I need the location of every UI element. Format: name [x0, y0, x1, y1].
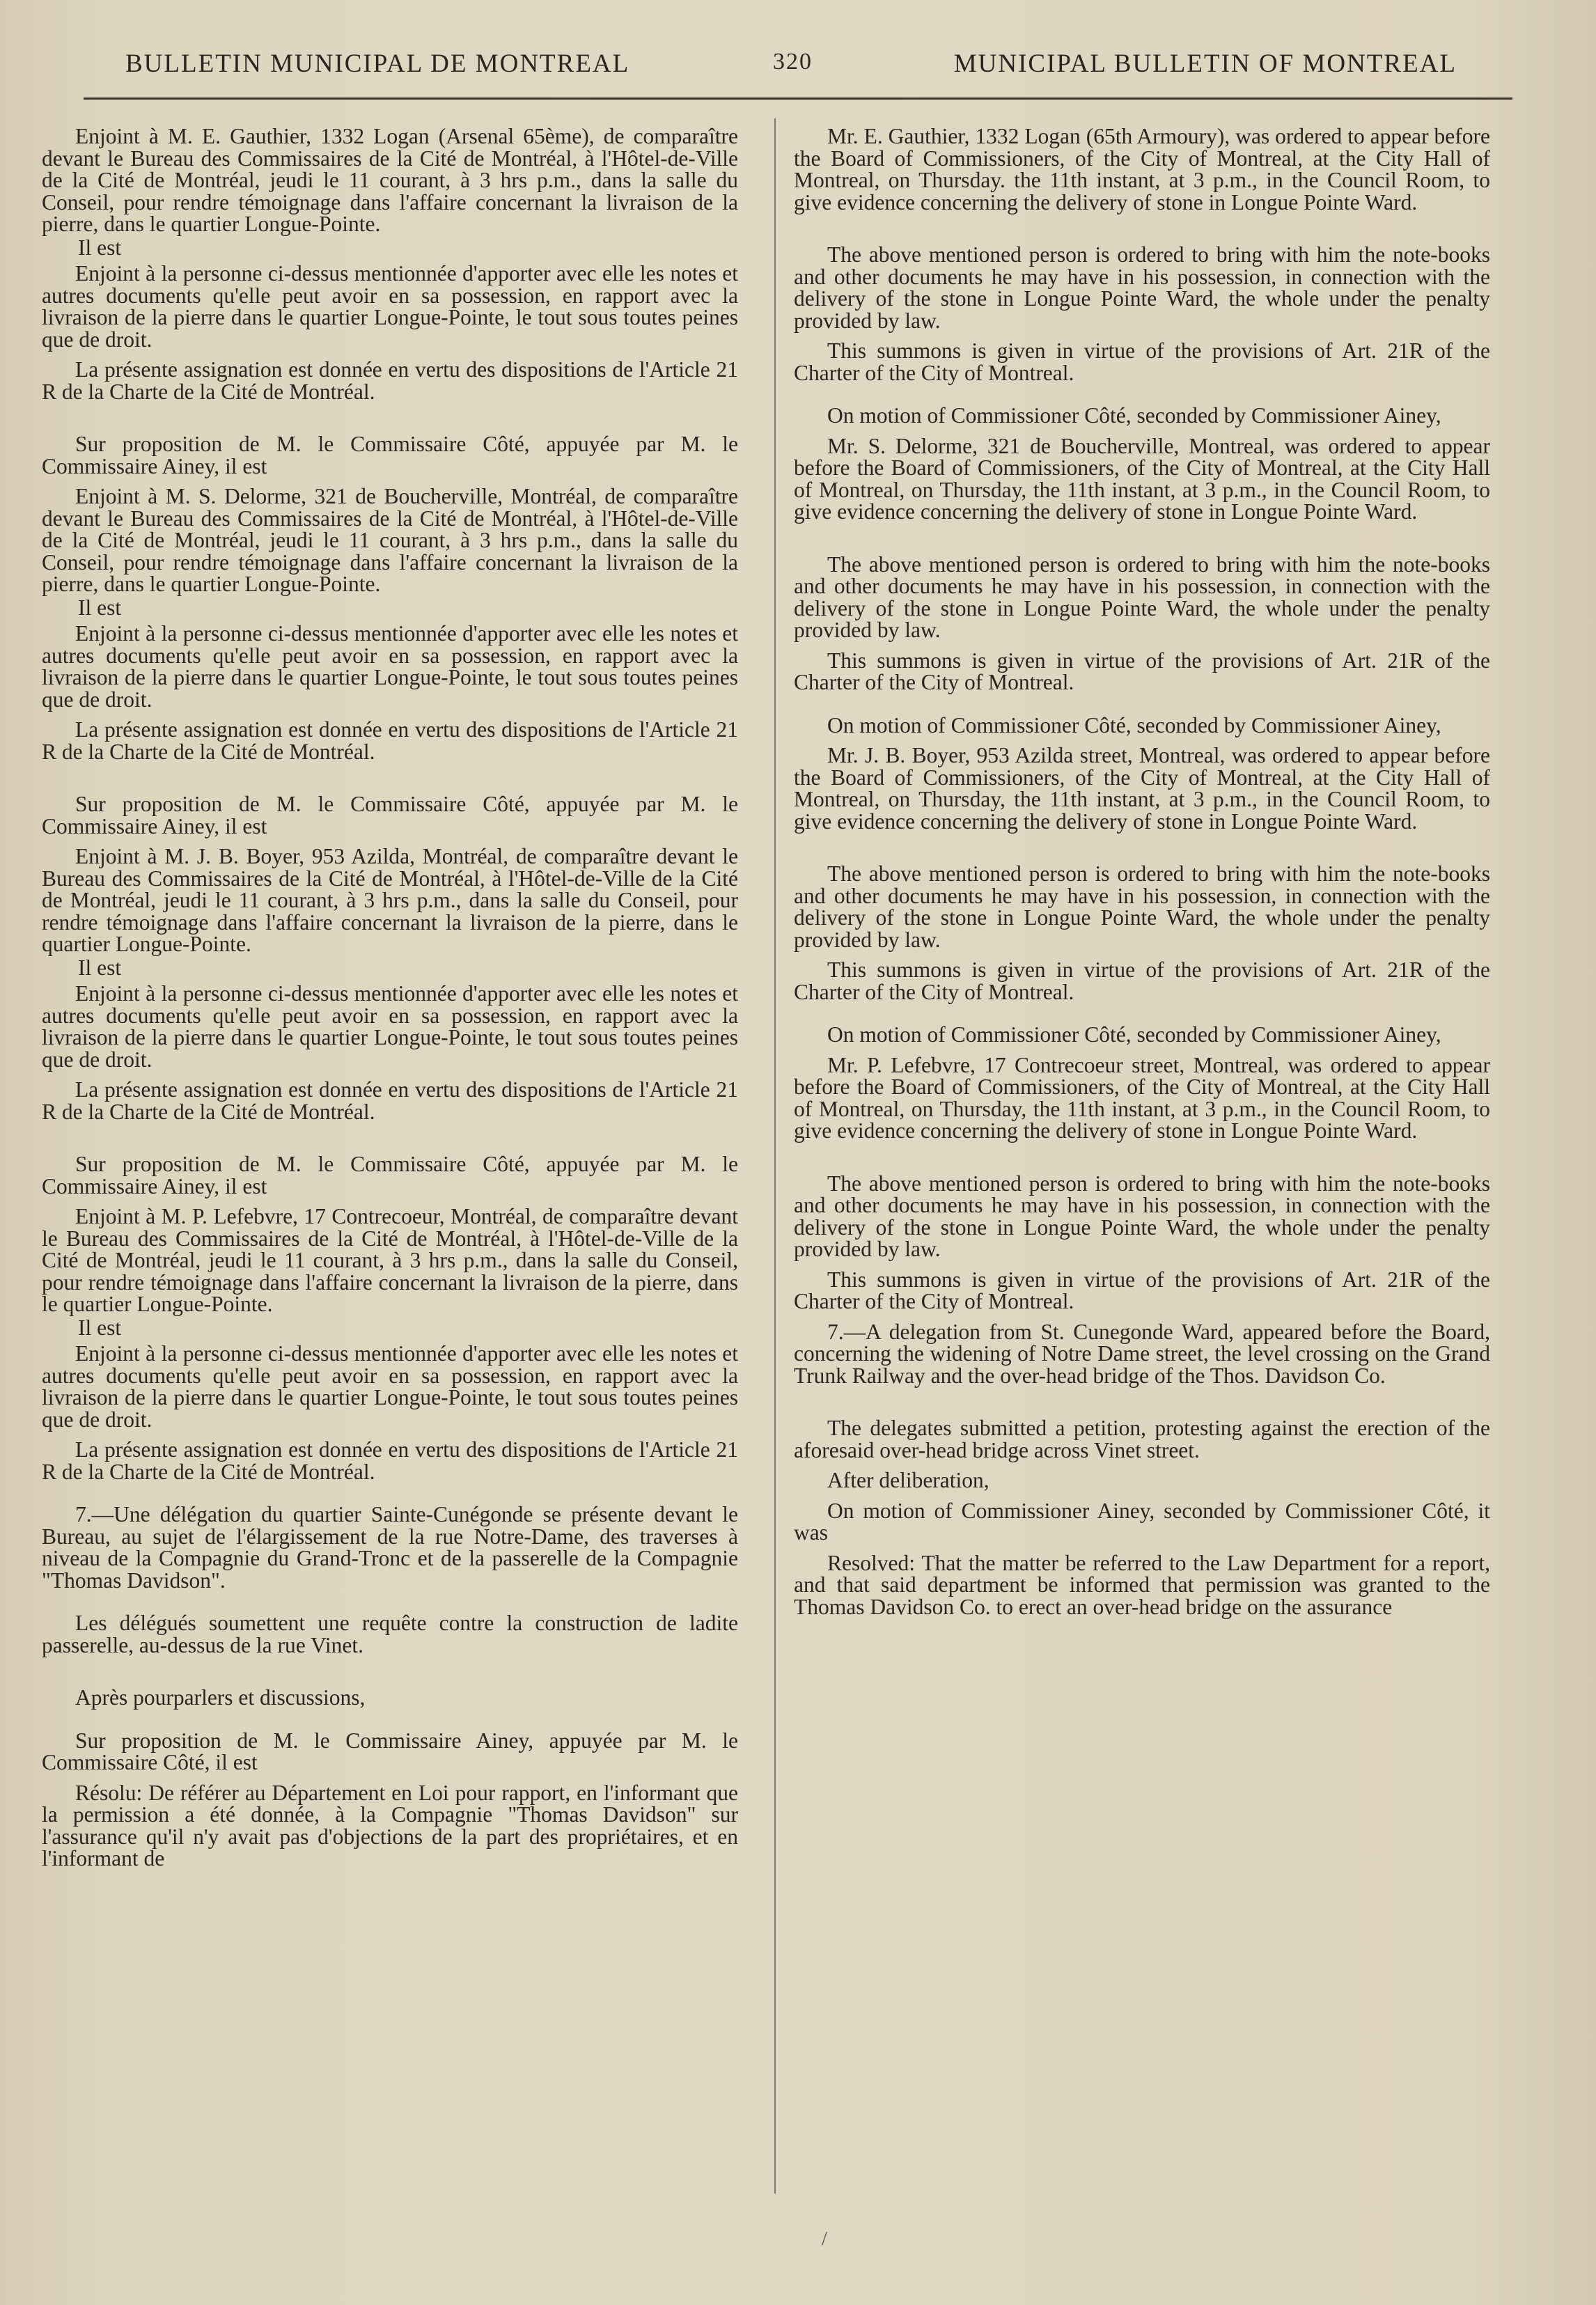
fr-article-reference: La présente assignation est donnée en vertu des dispositions de l'Article 21 R de la Charte de la Cité de Montréal. [42, 357, 738, 404]
fr-order-documents: Enjoint à la personne ci-dessus mentionnée d'apporter avec elle les notes et autres documents qu'elle peut avoir en sa possession, en rapport avec la livraison de la pierre dans le quartier Longue-Pointe, le tout sous toutes peines que de droit. [42, 261, 738, 352]
en-motion: On motion of Commissioner Côté, seconded by Commissioner Ainey, [827, 1022, 1441, 1047]
header-english-title: MUNICIPAL BULLETIN OF MONTREAL [953, 49, 1457, 78]
en-summons-delorme: Mr. S. Delorme, 321 de Boucherville, Montreal, was ordered to appear before the Board of Commissioners, of the City of Montreal, at the City Hall of Montreal, on Thursday, the 11th instant, at 3 p.m., in the Council Room, to give evidence concerning the delivery of stone in Longue Pointe Ward. [794, 433, 1490, 524]
en-article-reference: This summons is given in virtue of the provisions of Art. 21R of the Charter of the City of Montreal. [794, 648, 1490, 694]
page-number: 320 [773, 49, 813, 75]
english-column [794, 125, 1490, 2235]
fr-summons-lefebvre: Enjoint à M. P. Lefebvre, 17 Contrecoeur, Montréal, de comparaître devant le Bureau des Commissaires de la Cité de Montréal, à l'Hôtel-de-Ville de la Cité de Montréal, jeudi le 11 courant, à 3 hrs p.m., dans la salle du Conseil, pour rendre témoignage dans l'affaire concernant la livraison de la pierre, dans le quartier Longue-Pointe. [42, 1204, 738, 1316]
en-motion: On motion of Commissioner Côté, seconded by Commissioner Ainey, [827, 712, 1441, 737]
fr-il-est: Il est [78, 955, 122, 980]
en-order-documents: The above mentioned person is ordered to bring with him the note-books and other documents he may have in his possession, in connection with the delivery of the stone in Longue Pointe Ward, the whole under the penalty provided by law. [794, 861, 1490, 952]
fr-summons-gauthier: Enjoint à M. E. Gauthier, 1332 Logan (Arsenal 65ème), de comparaître devant le Bureau des Commissaires de la Cité de Montréal, à l'Hôtel-de-Ville de la Cité de Montréal, jeudi le 11 courant, à 3 hrs p.m., dans la salle du Conseil, pour rendre témoignage dans l'affaire concernant la livraison de la pierre, dans le quartier Longue-Pointe. [42, 125, 738, 236]
fr-order-documents: Enjoint à la personne ci-dessus mentionnée d'apporter avec elle les notes et autres documents qu'elle peut avoir en sa possession, en rapport avec la livraison de la pierre dans le quartier Longue-Pointe, le tout sous toutes peines que de droit. [42, 1341, 738, 1432]
en-article-reference: This summons is given in virtue of the provisions of Art. 21R of the Charter of the City of Montreal. [794, 1267, 1490, 1313]
en-summons-gauthier: Mr. E. Gauthier, 1332 Logan (65th Armoury), was ordered to appear before the Board of Commissioners, of the City of Montreal, at the City Hall of Montreal, on Thursday. the 11th instant, at 3 p.m., in the Council Room, to give evidence concerning the delivery of stone in Longue Pointe Ward. [794, 125, 1490, 214]
french-column [42, 125, 738, 2235]
fr-article-reference: La présente assignation est donnée en vertu des dispositions de l'Article 21 R de la Charte de la Cité de Montréal. [42, 717, 738, 764]
fr-summons-boyer: Enjoint à M. J. B. Boyer, 953 Azilda, Montréal, de comparaître devant le Bureau des Commissaires de la Cité de Montréal, à l'Hôtel-de-Ville de la Cité de Montréal, jeudi le 11 courant, à 3 hrs p.m., dans la salle du Conseil, pour rendre témoignage dans l'affaire concernant la livraison de la pierre, dans le quartier Longue-Pointe. [42, 844, 738, 956]
en-article-reference: This summons is given in virtue of the provisions of Art. 21R of the Charter of the City of Montreal. [794, 958, 1490, 1004]
en-summons-boyer: Mr. J. B. Boyer, 953 Azilda street, Montreal, was ordered to appear before the Board of Commissioners, of the City of Montreal, at the City Hall of Montreal, on Thursday, the 11th instant, at 3 p.m., in the Council Room, to give evidence concerning the delivery of stone in Longue Pointe Ward. [794, 743, 1490, 834]
footer-mark: / [822, 2228, 827, 2250]
fr-resolution: Résolu: De référer au Département en Loi pour rapport, en l'informant que la permission a été donnée, à la Compagnie "Thomas Davidson" sur l'assurance qu'il n'y avait pas d'objections de la part des propriétaires, et en l'informant de [42, 1780, 738, 1870]
header-rule [84, 97, 1512, 100]
fr-after-discussion: Après pourparlers et discussions, [75, 1685, 366, 1710]
fr-article-reference: La présente assignation est donnée en vertu des dispositions de l'Article 21 R de la Charte de la Cité de Montréal. [42, 1437, 738, 1484]
en-order-documents: The above mentioned person is ordered to bring with him the note-books and other documents he may have in his possession, in connection with the delivery of the stone in Longue Pointe Ward, the whole under the penalty provided by law. [794, 242, 1490, 333]
fr-motion: Sur proposition de M. le Commissaire Côté, appuyée par M. le Commissaire Ainey, il est [42, 432, 738, 478]
header-french-title: BULLETIN MUNICIPAL DE MONTREAL [125, 49, 630, 78]
fr-motion: Sur proposition de M. le Commissaire Côté, appuyée par M. le Commissaire Ainey, il est [42, 792, 738, 838]
en-petition: The delegates submitted a petition, protesting against the erection of the aforesaid over-head bridge across Vinet street. [794, 1416, 1490, 1462]
fr-il-est: Il est [78, 1315, 122, 1340]
en-summons-lefebvre: Mr. P. Lefebvre, 17 Contrecoeur street, Montreal, was ordered to appear before the Board of Commissioners, of the City of Montreal, at the City Hall of Montreal, on Thursday, the 11th instant, at 3 p.m., in the Council Room, to give evidence concerning the delivery of stone in Longue Pointe Ward. [794, 1052, 1490, 1143]
fr-motion: Sur proposition de M. le Commissaire Ainey, appuyée par M. le Commissaire Côté, il est [42, 1728, 738, 1774]
en-motion: On motion of Commissioner Ainey, seconded by Commissioner Côté, it was [794, 1498, 1490, 1545]
fr-summons-delorme: Enjoint à M. S. Delorme, 321 de Boucherville, Montréal, de comparaître devant le Bureau des Commissaires de la Cité de Montréal, à l'Hôtel-de-Ville de la Cité de Montréal, jeudi le 11 courant, à 3 hrs p.m., dans la salle du Conseil, pour rendre témoignage dans l'affaire concernant la livraison de la pierre, dans le quartier Longue-Pointe. [42, 484, 738, 596]
en-article-reference: This summons is given in virtue of the provisions of Art. 21R of the Charter of the City of Montreal. [794, 338, 1490, 385]
en-delegation-item: 7.—A delegation from St. Cunegonde Ward, appeared before the Board, concerning the widening of Notre Dame street, the level crossing on the Grand Trunk Railway and the over-head bridge of the Thos. Davidson Co. [794, 1319, 1490, 1388]
en-after-deliberation: After deliberation, [827, 1468, 989, 1492]
en-order-documents: The above mentioned person is ordered to bring with him the note-books and other documents he may have in his possession, in connection with the delivery of the stone in Longue Pointe Ward, the whole under the penalty provided by law. [794, 1171, 1490, 1261]
fr-order-documents: Enjoint à la personne ci-dessus mentionnée d'apporter avec elle les notes et autres documents qu'elle peut avoir en sa possession, en rapport avec la livraison de la pierre dans le quartier Longue-Pointe, le tout sous toutes peines que de droit. [42, 621, 738, 712]
fr-motion: Sur proposition de M. le Commissaire Côté, appuyée par M. le Commissaire Ainey, il est [42, 1152, 738, 1198]
fr-il-est: Il est [78, 235, 122, 260]
fr-petition: Les délégués soumettent une requête contre la construction de ladite passerelle, au-dessus de la rue Vinet. [42, 1611, 738, 1657]
fr-delegation-item: 7.—Une délégation du quartier Sainte-Cunégonde se présente devant le Bureau, au sujet de l'élargissement de la rue Notre-Dame, des traverses à niveau de la Compagnie du Grand-Tronc et de la passerelle de la Compagnie "Thomas Davidson". [42, 1502, 738, 1593]
fr-il-est: Il est [78, 595, 122, 620]
en-resolution: Resolved: That the matter be referred to the Law Department for a report, and that said department be informed that permission was granted to the Thomas Davidson Co. to erect an over-head bridge on the assurance [794, 1550, 1490, 1619]
en-order-documents: The above mentioned person is ordered to bring with him the note-books and other documents he may have in his possession, in connection with the delivery of the stone in Longue Pointe Ward, the whole under the penalty provided by law. [794, 552, 1490, 642]
column-divider [774, 118, 776, 2194]
page-header [118, 42, 1478, 91]
fr-article-reference: La présente assignation est donnée en vertu des dispositions de l'Article 21 R de la Charte de la Cité de Montréal. [42, 1077, 738, 1124]
en-motion: On motion of Commissioner Côté, seconded by Commissioner Ainey, [827, 403, 1441, 428]
fr-order-documents: Enjoint à la personne ci-dessus mentionnée d'apporter avec elle les notes et autres documents qu'elle peut avoir en sa possession, en rapport avec la livraison de la pierre dans le quartier Longue-Pointe, le tout sous toutes peines que de droit. [42, 981, 738, 1072]
